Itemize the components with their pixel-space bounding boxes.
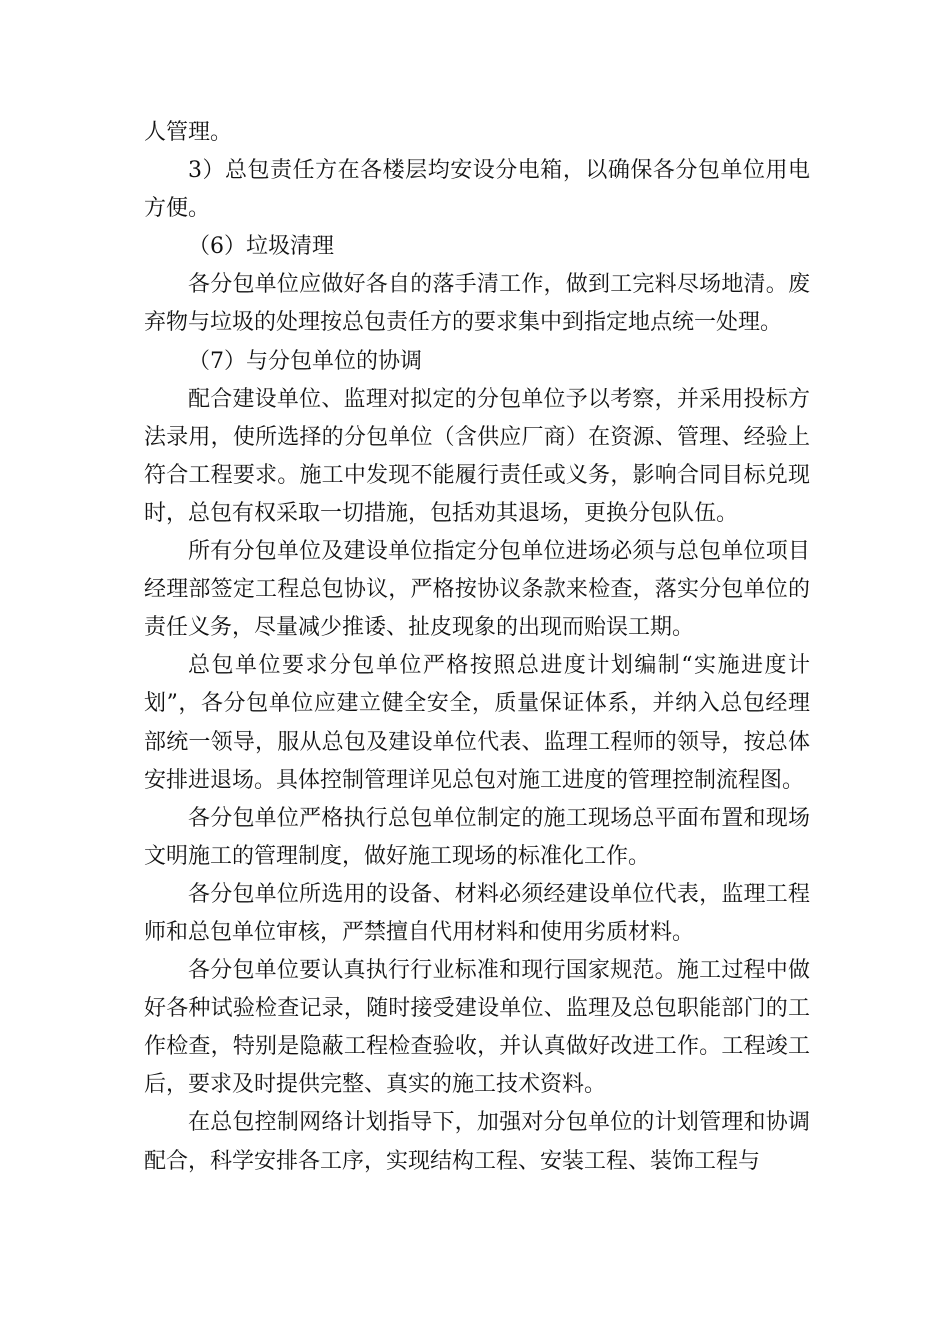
paragraph-site-layout: 各分包单位严格执行总包单位制定的施工现场总平面布置和现场文明施工的管理制度，做好施工现场的标准化工作。 [144, 805, 810, 869]
paragraph-standards: 各分包单位要认真执行行业标准和现行国家规范。施工过程中做好各种试验检查记录，随时接受建设单位、监理及总包职能部门的工作检查，特别是隐蔽工程检查验收，并认真做好改进工作。工程竣工后，要求及时提供完整、真实的施工技术资料。 [144, 958, 810, 1098]
document-body [144, 114, 810, 1181]
paragraph-progress-plan: 总包单位要求分包单位严格按照总进度计划编制“实施进度计划”，各分包单位应建立健全安全，质量保证体系，并纳入总包经理部统一领导，服从总包及建设单位代表、监理工程师的领导，按总体安排进退场。具体控制管理详见总包对施工进度的管理控制流程图。 [144, 653, 810, 793]
paragraph-garbage-cleanup: 各分包单位应做好各自的落手清工作，做到工完料尽场地清。废弃物与垃圾的处理按总包责任方的要求集中到指定地点统一处理。 [144, 272, 810, 336]
section-heading-garbage-cleanup: （6）垃圾清理 [188, 234, 334, 260]
paragraph-item-3: 3）总包责任方在各楼层均安设分电箱，以确保各分包单位用电方便。 [144, 158, 810, 222]
paragraph-subcontractor-selection: 配合建设单位、监理对拟定的分包单位予以考察，并采用投标方法录用，使所选择的分包单位（含供应厂商）在资源、管理、经验上符合工程要求。施工中发现不能履行责任或义务，影响合同目标兑现时，总包有权采取一切措施，包括劝其退场，更换分包队伍。 [144, 386, 810, 526]
paragraph-network-plan: 在总包控制网络计划指导下，加强对分包单位的计划管理和协调配合，科学安排各工序，实现结构工程、安装工程、装饰工程与 [144, 1110, 810, 1174]
paragraph-materials-approval: 各分包单位所选用的设备、材料必须经建设单位代表，监理工程师和总包单位审核，严禁擅自代用材料和使用劣质材料。 [144, 881, 810, 945]
paragraph-subcontract-agreement: 所有分包单位及建设单位指定分包单位进场必须与总包单位项目经理部签定工程总包协议，严格按协议条款来检查，落实分包单位的责任义务，尽量减少推诿、扯皮现象的出现而贻误工期。 [144, 539, 810, 641]
paragraph-continuation: 人管理。 [144, 120, 233, 145]
section-heading-subcontractor-coordination: （7）与分包单位的协调 [188, 348, 422, 374]
